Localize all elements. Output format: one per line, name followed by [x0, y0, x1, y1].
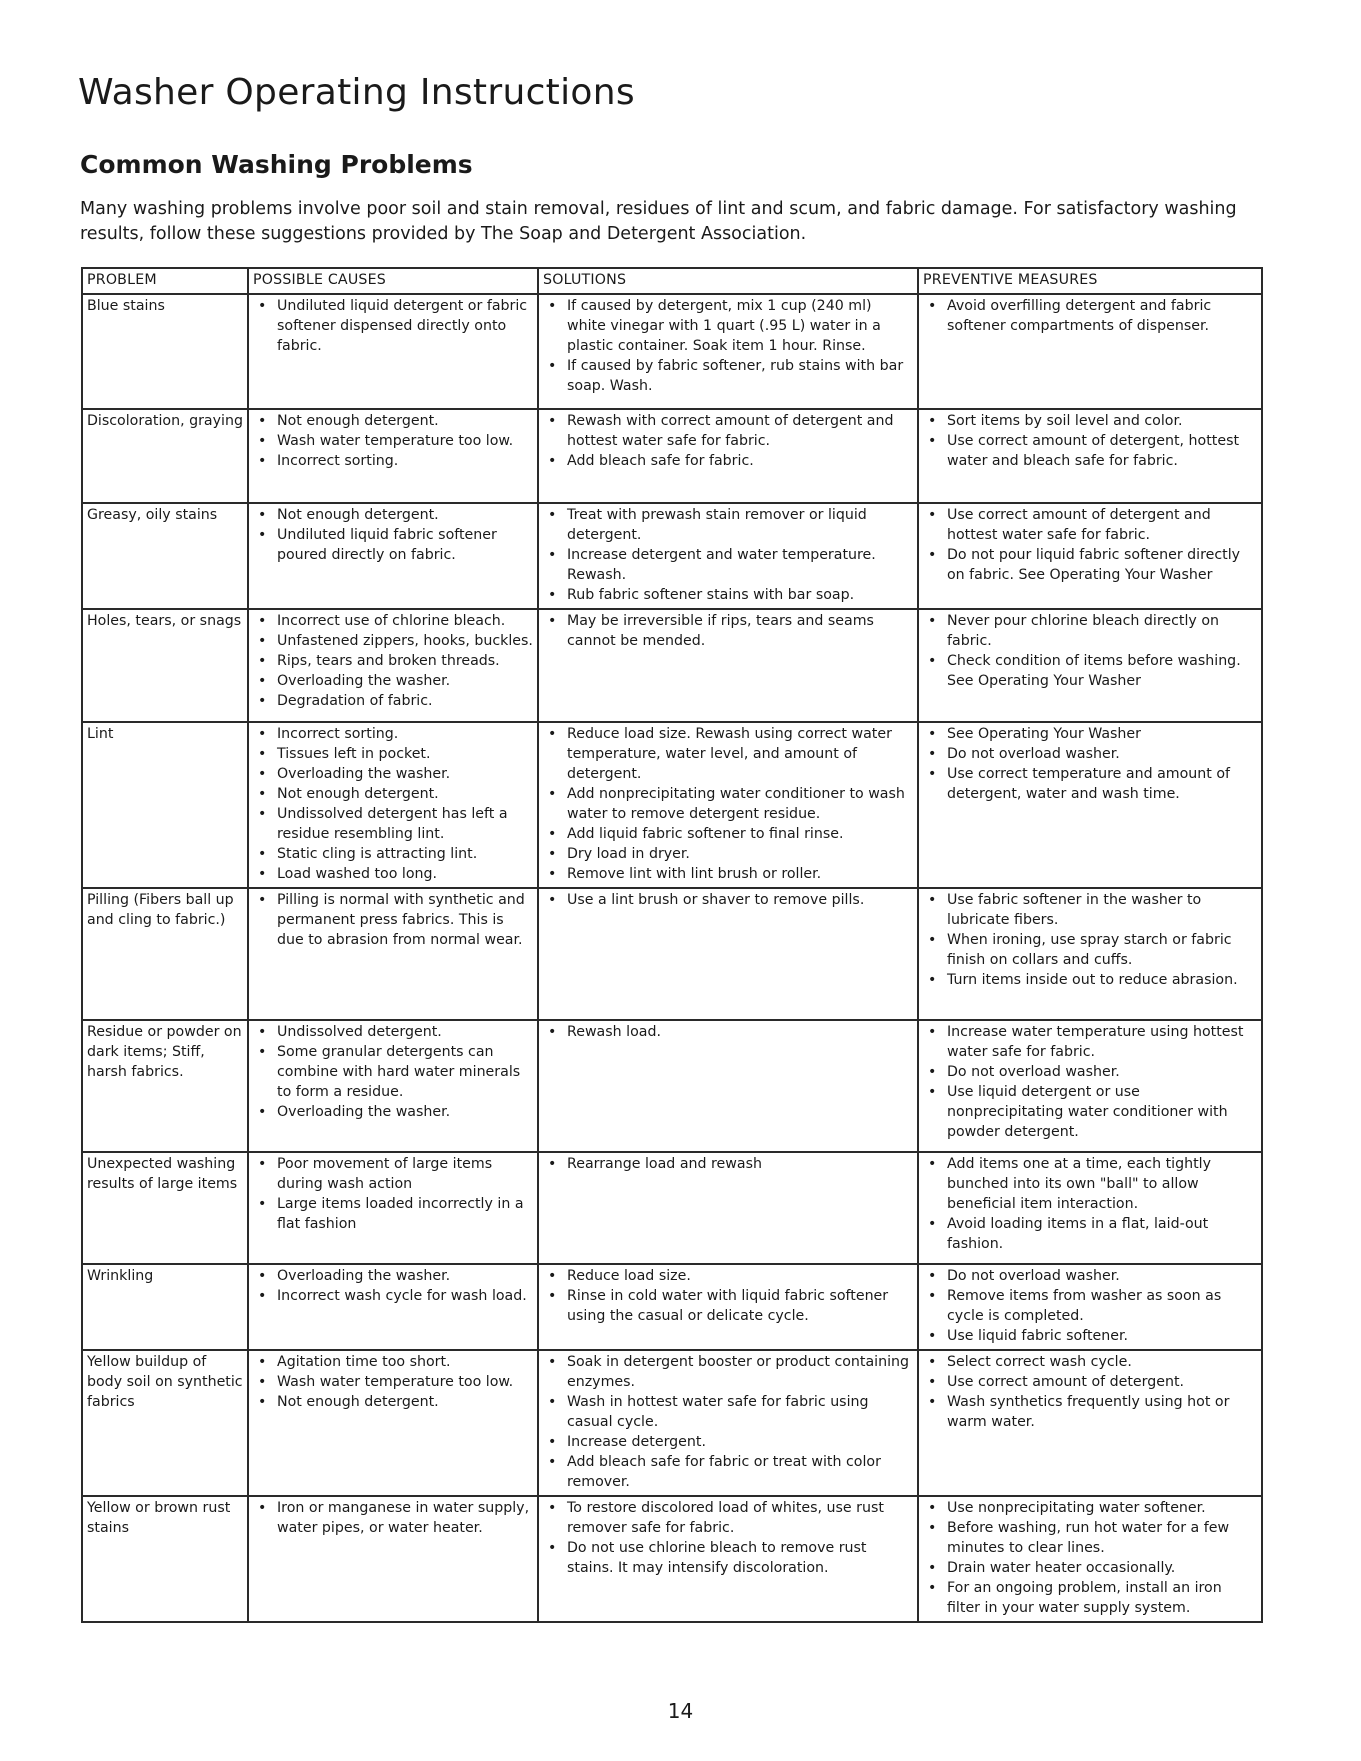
problem-cell: Pilling (Fibers ball up and cling to fabric.) — [82, 888, 248, 1020]
cause-cell — [248, 294, 538, 409]
solution-cell — [538, 294, 918, 409]
measure-item: • Add items one at a time, each tightly bunched into its own "ball" to allow beneficial item interaction. — [923, 1154, 1257, 1214]
cause-item: • Static cling is attracting lint. — [253, 844, 533, 864]
measure-item: • Do not overload washer. — [923, 1266, 1257, 1286]
solution-cell — [538, 1496, 918, 1622]
cause-list — [253, 890, 533, 950]
solution-list — [543, 1022, 913, 1042]
measure-cell — [918, 1350, 1262, 1496]
solution-item: • Dry load in dryer. — [543, 844, 913, 864]
problem-cell: Holes, tears, or snags — [82, 609, 248, 722]
measure-list — [923, 1266, 1257, 1346]
table-row — [82, 1350, 1262, 1496]
cause-list — [253, 1352, 533, 1412]
solution-cell — [538, 888, 918, 1020]
solution-cell — [538, 503, 918, 609]
solution-item: • Reduce load size. — [543, 1266, 913, 1286]
measure-item: • When ironing, use spray starch or fabric finish on collars and cuffs. — [923, 930, 1257, 970]
solution-list — [543, 1352, 913, 1492]
solution-item: • If caused by detergent, mix 1 cup (240 ml) white vinegar with 1 quart (.95 L) water in a plastic container. Soak item 1 hour. Rinse. — [543, 296, 913, 356]
measure-item: • Drain water heater occasionally. — [923, 1558, 1257, 1578]
cause-item: • Degradation of fabric. — [253, 691, 533, 711]
problem-cell: Greasy, oily stains — [82, 503, 248, 609]
measure-item: • Increase water temperature using hottest water safe for fabric. — [923, 1022, 1257, 1062]
solution-item: • Add bleach safe for fabric. — [543, 451, 913, 471]
measure-cell — [918, 1496, 1262, 1622]
solution-list — [543, 890, 913, 910]
solution-cell — [538, 1152, 918, 1264]
cause-item: • Agitation time too short. — [253, 1352, 533, 1372]
solution-list — [543, 1266, 913, 1326]
solution-cell — [538, 609, 918, 722]
cause-item: • Pilling is normal with synthetic and permanent press fabrics. This is due to abrasion from normal wear. — [253, 890, 533, 950]
header-possible-causes: POSSIBLE CAUSES — [248, 268, 538, 294]
solution-item: • Use a lint brush or shaver to remove pills. — [543, 890, 913, 910]
cause-item: • Undissolved detergent has left a residue resembling lint. — [253, 804, 533, 844]
cause-list — [253, 611, 533, 711]
table-header-row — [82, 268, 1262, 294]
measure-item: • Wash synthetics frequently using hot or warm water. — [923, 1392, 1257, 1432]
solution-cell — [538, 409, 918, 503]
measure-cell — [918, 294, 1262, 409]
measure-cell — [918, 609, 1262, 722]
measure-item: • Do not pour liquid fabric softener directly on fabric. See Operating Your Washer — [923, 545, 1257, 585]
table-row — [82, 1264, 1262, 1350]
header-preventive-measures: PREVENTIVE MEASURES — [918, 268, 1262, 294]
measure-cell — [918, 1152, 1262, 1264]
problem-cell: Yellow buildup of body soil on synthetic fabrics — [82, 1350, 248, 1496]
cause-cell — [248, 1350, 538, 1496]
cause-item: • Overloading the washer. — [253, 764, 533, 784]
measure-list — [923, 1022, 1257, 1142]
problem-cell: Unexpected washing results of large items — [82, 1152, 248, 1264]
measure-list — [923, 890, 1257, 990]
section-title: Common Washing Problems — [80, 150, 473, 179]
solution-list — [543, 611, 913, 651]
table-row — [82, 409, 1262, 503]
cause-item: • Incorrect sorting. — [253, 724, 533, 744]
solution-item: • Add nonprecipitating water conditioner to wash water to remove detergent residue. — [543, 784, 913, 824]
cause-cell — [248, 1020, 538, 1152]
problem-cell: Wrinkling — [82, 1264, 248, 1350]
solution-list — [543, 1154, 913, 1174]
cause-item: • Overloading the washer. — [253, 671, 533, 691]
measure-item: • Sort items by soil level and color. — [923, 411, 1257, 431]
measure-item: • Do not overload washer. — [923, 744, 1257, 764]
cause-cell — [248, 609, 538, 722]
problem-cell: Discoloration, graying — [82, 409, 248, 503]
cause-item: • Unfastened zippers, hooks, buckles. — [253, 631, 533, 651]
solution-item: • Rewash load. — [543, 1022, 913, 1042]
measure-item: • Avoid loading items in a flat, laid-out fashion. — [923, 1214, 1257, 1254]
solution-item: • To restore discolored load of whites, use rust remover safe for fabric. — [543, 1498, 913, 1538]
measure-item: • Use fabric softener in the washer to lubricate fibers. — [923, 890, 1257, 930]
solution-item: • Rewash with correct amount of detergent and hottest water safe for fabric. — [543, 411, 913, 451]
cause-item: • Overloading the washer. — [253, 1266, 533, 1286]
table-row — [82, 294, 1262, 409]
problem-cell: Residue or powder on dark items; Stiff, harsh fabrics. — [82, 1020, 248, 1152]
measure-item: • For an ongoing problem, install an iron filter in your water supply system. — [923, 1578, 1257, 1618]
cause-item: • Incorrect use of chlorine bleach. — [253, 611, 533, 631]
solution-cell — [538, 722, 918, 888]
measure-item: • See Operating Your Washer — [923, 724, 1257, 744]
cause-item: • Not enough detergent. — [253, 411, 533, 431]
cause-list — [253, 505, 533, 565]
solution-list — [543, 1498, 913, 1578]
cause-list — [253, 1154, 533, 1234]
cause-item: • Tissues left in pocket. — [253, 744, 533, 764]
measure-item: • Use correct temperature and amount of detergent, water and wash time. — [923, 764, 1257, 804]
cause-cell — [248, 409, 538, 503]
measure-cell — [918, 888, 1262, 1020]
solution-item: • Increase detergent and water temperature. Rewash. — [543, 545, 913, 585]
solution-item: • If caused by fabric softener, rub stains with bar soap. Wash. — [543, 356, 913, 396]
solution-item: • Soak in detergent booster or product containing enzymes. — [543, 1352, 913, 1392]
measure-item: • Use correct amount of detergent, hottest water and bleach safe for fabric. — [923, 431, 1257, 471]
cause-list — [253, 296, 533, 356]
cause-item: • Undissolved detergent. — [253, 1022, 533, 1042]
solution-list — [543, 724, 913, 884]
header-problem: PROBLEM — [82, 268, 248, 294]
cause-cell — [248, 1264, 538, 1350]
problem-cell: Blue stains — [82, 294, 248, 409]
table-row — [82, 1152, 1262, 1264]
solution-cell — [538, 1264, 918, 1350]
cause-item: • Poor movement of large items during wash action — [253, 1154, 533, 1194]
solution-item: • Add liquid fabric softener to final rinse. — [543, 824, 913, 844]
table-row — [82, 609, 1262, 722]
measure-item: • Do not overload washer. — [923, 1062, 1257, 1082]
table-row — [82, 1020, 1262, 1152]
problem-cell: Yellow or brown rust stains — [82, 1496, 248, 1622]
cause-list — [253, 1022, 533, 1122]
intro-paragraph: Many washing problems involve poor soil and stain removal, residues of lint and scum, and fabric damage. For satisfactory washing results, follow these suggestions provided by The Soap and Detergent Association. — [80, 199, 1237, 244]
measure-list — [923, 411, 1257, 471]
measure-list — [923, 724, 1257, 804]
table-row — [82, 503, 1262, 609]
measure-cell — [918, 1264, 1262, 1350]
solution-item: • Rinse in cold water with liquid fabric softener using the casual or delicate cycle. — [543, 1286, 913, 1326]
measure-item: • Select correct wash cycle. — [923, 1352, 1257, 1372]
washing-problems-table — [81, 267, 1263, 1623]
cause-cell — [248, 503, 538, 609]
measure-list — [923, 296, 1257, 336]
cause-item: • Not enough detergent. — [253, 505, 533, 525]
measure-list — [923, 611, 1257, 691]
measure-item: • Avoid overfilling detergent and fabric softener compartments of dispenser. — [923, 296, 1257, 336]
header-solutions: SOLUTIONS — [538, 268, 918, 294]
cause-item: • Incorrect wash cycle for wash load. — [253, 1286, 533, 1306]
solution-item: • Wash in hottest water safe for fabric using casual cycle. — [543, 1392, 913, 1432]
measure-list — [923, 505, 1257, 585]
page-number: 14 — [667, 1699, 694, 1723]
measure-item: • Remove items from washer as soon as cycle is completed. — [923, 1286, 1257, 1326]
solution-item: • Do not use chlorine bleach to remove rust stains. It may intensify discoloration. — [543, 1538, 913, 1578]
cause-item: • Overloading the washer. — [253, 1102, 533, 1122]
cause-item: • Not enough detergent. — [253, 784, 533, 804]
solution-list — [543, 296, 913, 396]
measure-list — [923, 1154, 1257, 1254]
problem-cell: Lint — [82, 722, 248, 888]
cause-item: • Undiluted liquid detergent or fabric softener dispensed directly onto fabric. — [253, 296, 533, 356]
cause-cell — [248, 1152, 538, 1264]
solution-item: • May be irreversible if rips, tears and seams cannot be mended. — [543, 611, 913, 651]
cause-item: • Some granular detergents can combine with hard water minerals to form a residue. — [253, 1042, 533, 1102]
cause-cell — [248, 722, 538, 888]
cause-item: • Not enough detergent. — [253, 1392, 533, 1412]
page-title: Washer Operating Instructions — [78, 72, 635, 113]
measure-item: • Use liquid fabric softener. — [923, 1326, 1257, 1346]
cause-item: • Wash water temperature too low. — [253, 1372, 533, 1392]
measure-item: • Check condition of items before washing. See Operating Your Washer — [923, 651, 1257, 691]
solution-item: • Rub fabric softener stains with bar soap. — [543, 585, 913, 605]
cause-item: • Incorrect sorting. — [253, 451, 533, 471]
cause-item: • Rips, tears and broken threads. — [253, 651, 533, 671]
solution-item: • Add bleach safe for fabric or treat with color remover. — [543, 1452, 913, 1492]
table-row — [82, 722, 1262, 888]
cause-cell — [248, 1496, 538, 1622]
solution-item: • Reduce load size. Rewash using correct water temperature, water level, and amount of detergent. — [543, 724, 913, 784]
measure-cell — [918, 409, 1262, 503]
measure-item: • Use liquid detergent or use nonprecipitating water conditioner with powder detergent. — [923, 1082, 1257, 1142]
measure-cell — [918, 1020, 1262, 1152]
measure-item: • Before washing, run hot water for a few minutes to clear lines. — [923, 1518, 1257, 1558]
cause-list — [253, 411, 533, 471]
measure-item: • Use correct amount of detergent and hottest water safe for fabric. — [923, 505, 1257, 545]
solution-cell — [538, 1350, 918, 1496]
solution-cell — [538, 1020, 918, 1152]
table-row — [82, 1496, 1262, 1622]
solution-item: • Rearrange load and rewash — [543, 1154, 913, 1174]
measure-item: • Turn items inside out to reduce abrasion. — [923, 970, 1257, 990]
measure-list — [923, 1352, 1257, 1432]
table-body — [82, 294, 1262, 1622]
table-row — [82, 888, 1262, 1020]
measure-cell — [918, 722, 1262, 888]
solution-list — [543, 411, 913, 471]
measure-item: • Never pour chlorine bleach directly on fabric. — [923, 611, 1257, 651]
measure-list — [923, 1498, 1257, 1618]
solution-item: • Treat with prewash stain remover or liquid detergent. — [543, 505, 913, 545]
solution-item: • Increase detergent. — [543, 1432, 913, 1452]
cause-item: • Undiluted liquid fabric softener poured directly on fabric. — [253, 525, 533, 565]
cause-list — [253, 1498, 533, 1538]
cause-item: • Load washed too long. — [253, 864, 533, 884]
measure-item: • Use correct amount of detergent. — [923, 1372, 1257, 1392]
cause-cell — [248, 888, 538, 1020]
cause-list — [253, 724, 533, 884]
cause-item: • Large items loaded incorrectly in a flat fashion — [253, 1194, 533, 1234]
solution-list — [543, 505, 913, 605]
measure-item: • Use nonprecipitating water softener. — [923, 1498, 1257, 1518]
measure-cell — [918, 503, 1262, 609]
cause-item: • Iron or manganese in water supply, water pipes, or water heater. — [253, 1498, 533, 1538]
cause-item: • Wash water temperature too low. — [253, 431, 533, 451]
solution-item: • Remove lint with lint brush or roller. — [543, 864, 913, 884]
cause-list — [253, 1266, 533, 1306]
